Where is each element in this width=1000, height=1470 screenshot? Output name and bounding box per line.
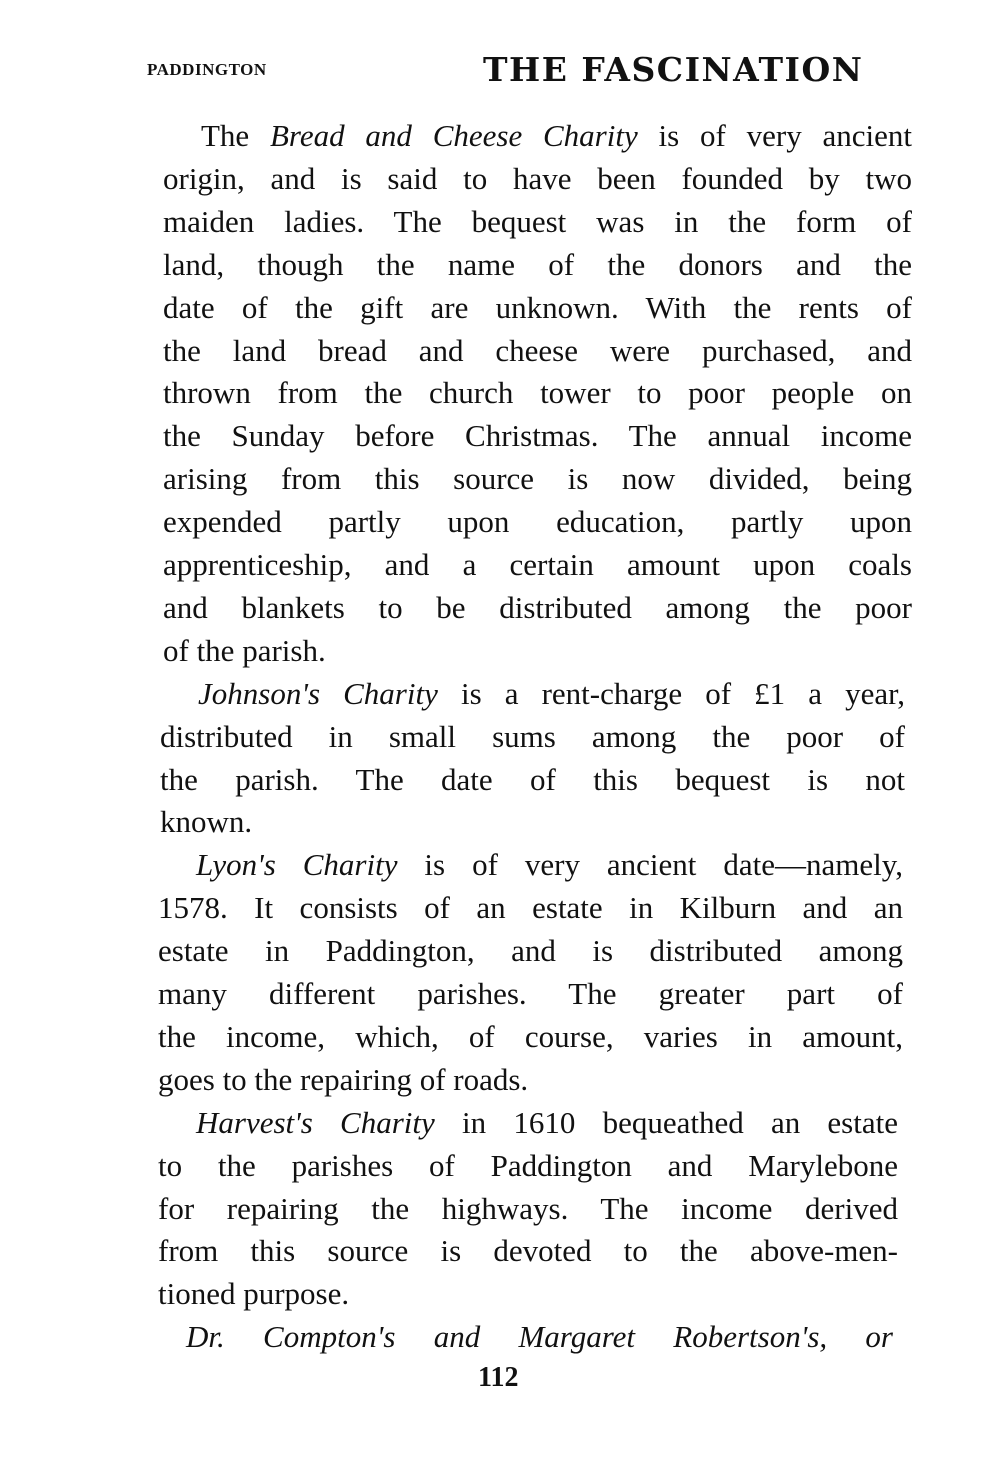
text-segment: thrown from the church tower to poor people on (163, 375, 912, 411)
text-segment: is of very ancient (637, 118, 912, 153)
text-line (163, 243, 912, 286)
text-segment: tioned purpose. (158, 1276, 350, 1312)
text-segment: goes to the repairing of roads. (158, 1061, 529, 1097)
text-line (160, 672, 905, 715)
italic-title: Dr. Compton's and Margaret Robertson's, or (186, 1319, 893, 1355)
text-segment: date of the gift are unknown. With the rents of (163, 289, 912, 325)
text-line (163, 457, 912, 500)
text-segment: estate in Paddington, and is distributed among (158, 933, 903, 969)
text-segment: and blankets to be distributed among the poor (163, 589, 912, 625)
text-segment: is of very ancient date—namely, (397, 847, 903, 883)
text-line (158, 1101, 898, 1144)
text-segment: maiden ladies. The bequest was in the form of (163, 203, 912, 239)
text-line (158, 1015, 903, 1058)
text-line (158, 972, 903, 1015)
running-head-left: PADDINGTON (147, 60, 267, 79)
text-line (160, 800, 905, 843)
text-line (163, 414, 912, 457)
text-line (160, 715, 905, 758)
text-segment: expended partly upon education, partly upon (163, 504, 912, 540)
text-segment: many different parishes. The greater part of (158, 976, 903, 1011)
text-segment: the land bread and cheese were purchased, and (163, 332, 912, 368)
text-segment: The (201, 118, 270, 153)
text-line (158, 1058, 903, 1101)
italic-title: Lyon's Charity (196, 847, 398, 883)
text-segment: known. (160, 804, 253, 840)
text-line (158, 843, 903, 886)
text-segment: 1578. It consists of an estate in Kilburn and an (158, 890, 903, 926)
text-segment: to the parishes of Paddington and Marylebone (158, 1147, 898, 1183)
text-segment: distributed in small sums among the poor of (160, 718, 905, 754)
italic-title: Harvest's Charity (196, 1104, 435, 1140)
text-line (163, 500, 912, 543)
text-segment: in 1610 bequeathed an estate (434, 1104, 898, 1140)
text-segment: for repairing the highways. The income derived (158, 1190, 898, 1226)
text-segment: is a rent-charge of £1 a year, (437, 675, 905, 711)
text-line (160, 758, 905, 801)
text-line (158, 1229, 898, 1272)
text-line (158, 1272, 898, 1315)
page-number: 112 (478, 1362, 519, 1393)
text-line (163, 286, 912, 329)
italic-title: Bread and Cheese Charity (270, 118, 638, 153)
running-head-title: THE FASCINATION (483, 50, 864, 89)
text-line (163, 329, 912, 372)
text-line (163, 586, 912, 629)
text-line (163, 543, 912, 586)
text-segment: from this source is devoted to the above-men- (158, 1233, 898, 1269)
text-line (158, 886, 903, 929)
text-line (158, 1144, 898, 1187)
text-line (163, 371, 912, 414)
text-line (158, 929, 903, 972)
text-segment: apprenticeship, and a certain amount upon coals (163, 547, 912, 582)
italic-title: Johnson's Charity (198, 675, 438, 711)
text-line (163, 629, 912, 672)
text-line (163, 114, 912, 157)
text-segment: origin, and is said to have been founded by two (163, 160, 912, 196)
text-segment: the income, which, of course, varies in amount, (158, 1018, 903, 1054)
text-line (163, 200, 912, 243)
text-line (158, 1315, 893, 1358)
text-segment: the Sunday before Christmas. The annual income (163, 418, 912, 454)
text-segment: of the parish. (163, 632, 326, 668)
text-segment: land, though the name of the donors and the (163, 246, 912, 282)
text-line (158, 1187, 898, 1230)
text-line (163, 157, 912, 200)
text-segment: arising from this source is now divided, being (163, 461, 912, 497)
text-segment: the parish. The date of this bequest is not (160, 761, 905, 797)
